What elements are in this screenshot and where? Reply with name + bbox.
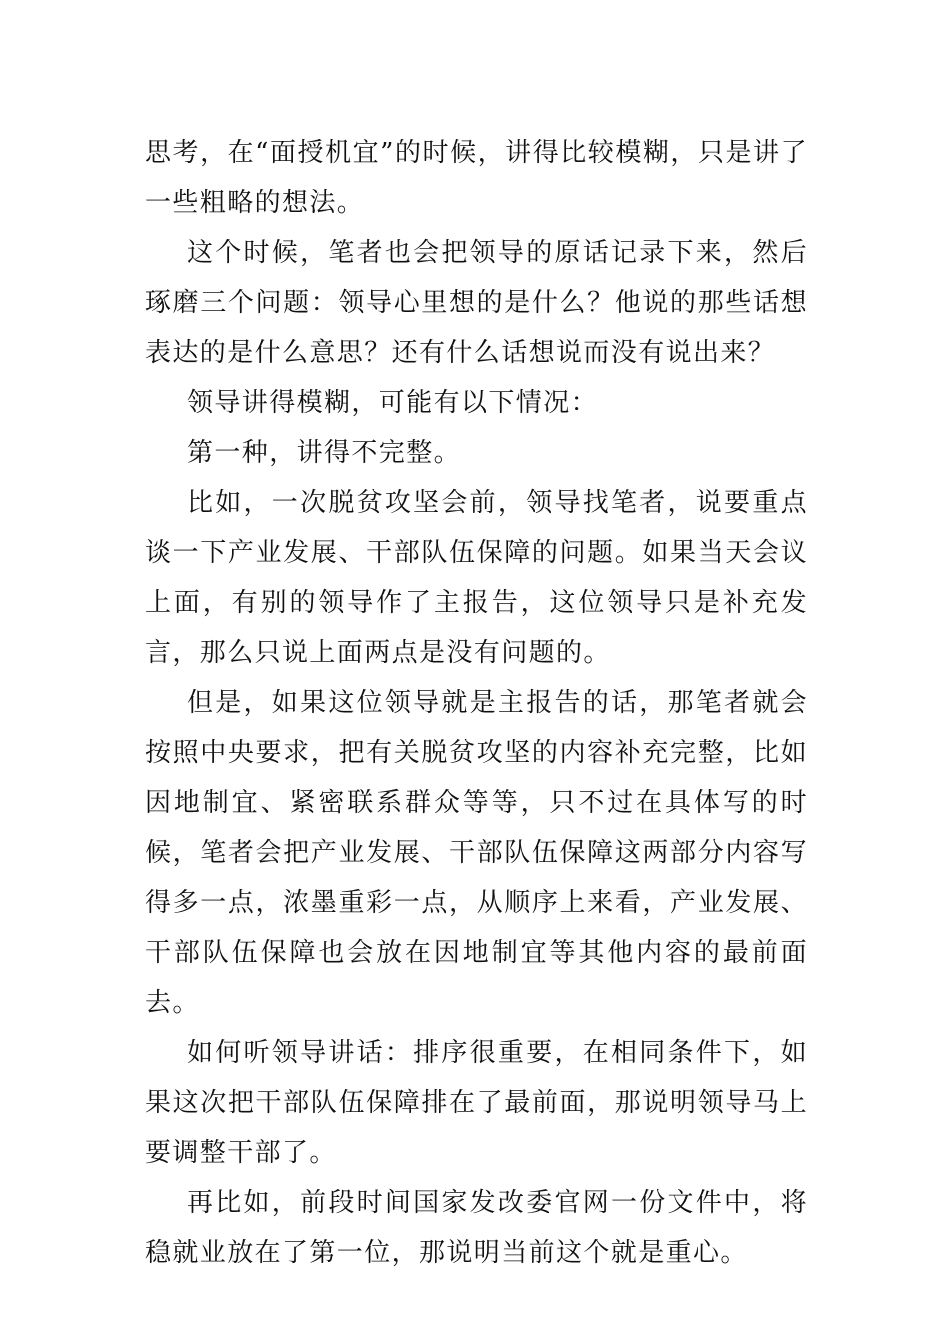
paragraph-1: 思考，在“面授机宜”的时候，讲得比较模糊，只是讲了一些粗略的想法。	[145, 138, 808, 218]
paragraph-3: 领导讲得模糊，可能有以下情况：	[187, 388, 599, 418]
document-body	[145, 128, 808, 1278]
paragraph-4: 第一种，讲得不完整。	[187, 438, 462, 468]
paragraph-7: 如何听领导讲话：排序很重要，在相同条件下，如果这次把干部队伍保障排在了最前面，那说明领导马上要调整干部了。	[145, 1038, 808, 1168]
paragraph-2: 这个时候，笔者也会把领导的原话记录下来，然后琢磨三个问题：领导心里想的是什么？他说的那些话想表达的是什么意思？还有什么话想说而没有说出来？	[145, 238, 808, 368]
paragraph-6: 但是，如果这位领导就是主报告的话，那笔者就会按照中央要求，把有关脱贫攻坚的内容补充完整，比如因地制宜、紧密联系群众等等，只不过在具体写的时候，笔者会把产业发展、干部队伍保障这两部分内容写得多一点，浓墨重彩一点，从顺序上来看，产业发展、干部队伍保障也会放在因地制宜等其他内容的最前面去。	[145, 688, 808, 1018]
paragraph-5: 比如，一次脱贫攻坚会前，领导找笔者，说要重点谈一下产业发展、干部队伍保障的问题。如果当天会议上面，有别的领导作了主报告，这位领导只是补充发言，那么只说上面两点是没有问题的。	[145, 488, 808, 668]
paragraph-8: 再比如，前段时间国家发改委官网一份文件中，将稳就业放在了第一位，那说明当前这个就是重心。	[145, 1188, 808, 1268]
